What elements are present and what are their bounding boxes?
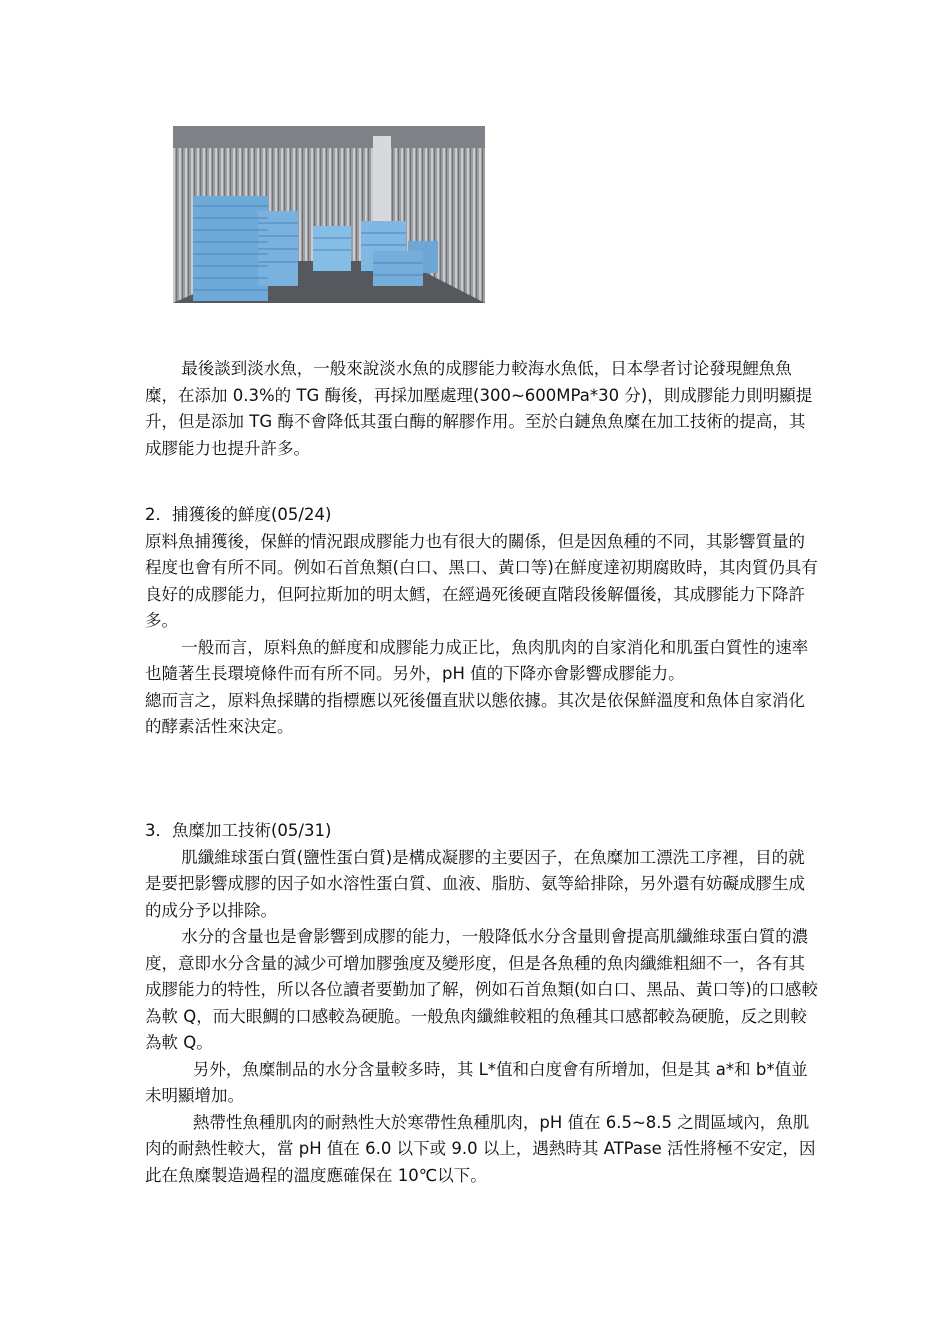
section-surimi-processing	[145, 818, 820, 1189]
paragraph: 熱帶性魚種肌肉的耐熱性大於寒帶性魚種肌肉，pH 值在 6.5~8.5 之間區域內，魚肌肉的耐熱性較大，當 pH 值在 6.0 以下或 9.0 以上，遇熱時其 ATPase 活性將極不安定，因此在魚糜製造過程的溫度應確保在 10℃以下。	[145, 1112, 816, 1185]
cold-storage-room-photo	[173, 126, 485, 303]
paragraph: 另外，魚糜制品的水分含量較多時，其 L*值和白度會有所增加，但是其 a*和 b*值並未明顯增加。	[145, 1059, 808, 1105]
paragraph: 原料魚捕獲後，保鮮的情況跟成膠能力也有很大的關係，但是因魚種的不同，其影響質量的程度也會有所不同。例如石首魚類(白口、黑口、黃口等)在鮮度達初期腐敗時，其肉質仍具有良好的成膠能力，但阿拉斯加的明太鱈，在經過死後硬直階段後解僵後，其成膠能力下降許多。	[145, 531, 818, 630]
section-heading: 3．魚糜加工技術(05/31)	[145, 821, 332, 840]
section-freshwater-fish	[145, 356, 820, 462]
section-heading: 2．捕獲後的鮮度(05/24)	[145, 505, 332, 524]
paragraph: 總而言之，原料魚採購的指標應以死後僵直狀以態依據。其次是依保鮮溫度和魚体自家消化的酵素活性來決定。	[145, 690, 805, 736]
paragraph: 最後談到淡水魚，一般來說淡水魚的成膠能力較海水魚低，日本學者讨论發現鯉魚魚糜，在添加 0.3%的 TG 酶後，再採加壓處理(300~600MPa*30 分)，則成膠能力則明顯提升，但是添加 TG 酶不會降低其蛋白酶的解膠作用。至於白鏈魚魚糜在加工技術的提高，其成膠能力也提升許多。	[145, 359, 813, 458]
section-freshness-after-catch	[145, 502, 820, 741]
paragraph: 肌纖維球蛋白質(鹽性蛋白質)是構成凝膠的主要因子，在魚糜加工漂洗工序裡，目的就是要把影響成膠的因子如水溶性蛋白質、血液、脂肪、氨等給排除，另外還有妨礙成膠生成的成分予以排除。	[145, 847, 805, 920]
paragraph: 一般而言，原料魚的鮮度和成膠能力成正比，魚肉肌肉的自家消化和肌蛋白質性的速率也隨著生長環境條件而有所不同。另外，pH 值的下降亦會影響成膠能力。	[145, 637, 809, 683]
paragraph: 水分的含量也是會影響到成膠的能力，一般降低水分含量則會提高肌纖維球蛋白質的濃度，意即水分含量的減少可增加膠強度及變形度，但是各魚種的魚肉纖維粗細不一，各有其成膠能力的特性，所以各位讀者要勤加了解，例如石首魚類(如白口、黑品、黃口等)的口感較為軟 Q，而大眼鯛的口感較為硬脆。一般魚肉纖維較粗的魚種其口感都較為硬脆，反之則較為軟 Q。	[145, 927, 818, 1052]
